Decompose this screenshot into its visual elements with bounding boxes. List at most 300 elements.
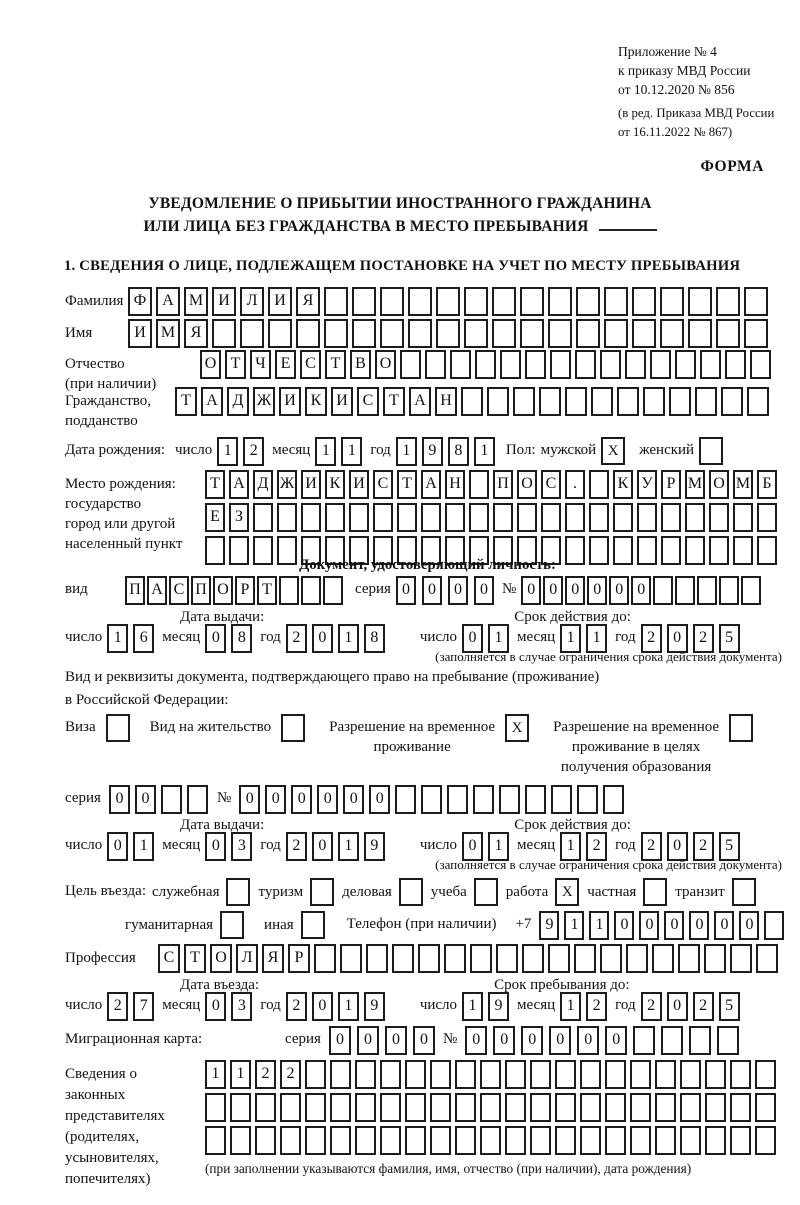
char-cell[interactable]: 0 <box>422 576 442 605</box>
char-cell[interactable] <box>653 576 673 605</box>
char-cell[interactable]: Т <box>257 576 277 605</box>
char-cell[interactable]: Т <box>383 387 405 416</box>
char-cell[interactable]: И <box>279 387 301 416</box>
char-cell[interactable] <box>352 287 376 316</box>
char-cell[interactable]: 0 <box>291 785 312 814</box>
char-cell[interactable] <box>469 503 489 532</box>
char-cell[interactable] <box>730 1060 751 1089</box>
char-cell[interactable]: М <box>184 287 208 316</box>
char-cell[interactable] <box>541 503 561 532</box>
char-cell[interactable] <box>580 1060 601 1089</box>
char-cell[interactable]: 2 <box>255 1060 276 1089</box>
char-cell[interactable] <box>580 1126 601 1155</box>
char-cell[interactable] <box>436 319 460 348</box>
char-cell[interactable] <box>520 319 544 348</box>
char-cell[interactable]: Н <box>435 387 457 416</box>
char-cell[interactable] <box>744 319 768 348</box>
char-cell[interactable]: У <box>637 470 657 499</box>
char-cell[interactable]: 0 <box>107 832 128 861</box>
char-cell[interactable]: 1 <box>217 437 238 466</box>
char-cell[interactable] <box>301 576 321 605</box>
char-cell[interactable]: 0 <box>465 1026 487 1055</box>
char-cell[interactable]: Р <box>288 944 310 973</box>
char-cell[interactable] <box>464 287 488 316</box>
char-cell[interactable] <box>633 1026 655 1055</box>
char-cell[interactable] <box>652 944 674 973</box>
char-cell[interactable]: 1 <box>488 624 509 653</box>
char-cell[interactable] <box>229 536 249 565</box>
char-cell[interactable] <box>705 1126 726 1155</box>
char-cell[interactable]: 1 <box>338 624 359 653</box>
char-cell[interactable] <box>605 1126 626 1155</box>
char-cell[interactable]: 2 <box>586 992 607 1021</box>
purpose-tourism-checkbox[interactable] <box>310 878 334 906</box>
char-cell[interactable] <box>425 350 446 379</box>
char-cell[interactable] <box>430 1126 451 1155</box>
visa-checkbox[interactable] <box>106 714 130 742</box>
char-cell[interactable] <box>330 1126 351 1155</box>
char-cell[interactable] <box>305 1060 326 1089</box>
char-cell[interactable] <box>230 1126 251 1155</box>
char-cell[interactable] <box>330 1060 351 1089</box>
char-cell[interactable]: 0 <box>587 576 607 605</box>
char-cell[interactable]: 2 <box>107 992 128 1021</box>
char-cell[interactable]: 9 <box>539 911 559 940</box>
char-cell[interactable] <box>380 287 404 316</box>
char-cell[interactable]: М <box>733 470 753 499</box>
char-cell[interactable]: С <box>169 576 189 605</box>
char-cell[interactable] <box>421 503 441 532</box>
char-cell[interactable]: Р <box>661 470 681 499</box>
char-cell[interactable]: 0 <box>474 576 494 605</box>
char-cell[interactable]: 2 <box>280 1060 301 1089</box>
char-cell[interactable] <box>655 1093 676 1122</box>
char-cell[interactable]: С <box>300 350 321 379</box>
char-cell[interactable]: Т <box>184 944 206 973</box>
char-cell[interactable] <box>725 350 746 379</box>
char-cell[interactable]: Ж <box>277 470 297 499</box>
char-cell[interactable] <box>520 287 544 316</box>
purpose-work-checkbox[interactable]: X <box>555 878 579 906</box>
char-cell[interactable] <box>575 350 596 379</box>
char-cell[interactable] <box>688 287 712 316</box>
char-cell[interactable]: И <box>268 287 292 316</box>
char-cell[interactable]: Л <box>240 287 264 316</box>
char-cell[interactable] <box>604 319 628 348</box>
char-cell[interactable]: 1 <box>462 992 483 1021</box>
char-cell[interactable]: . <box>565 470 585 499</box>
char-cell[interactable] <box>539 387 561 416</box>
char-cell[interactable]: 0 <box>462 624 483 653</box>
char-cell[interactable] <box>205 1093 226 1122</box>
char-cell[interactable]: И <box>212 287 236 316</box>
char-cell[interactable]: 0 <box>667 624 688 653</box>
char-cell[interactable] <box>430 1093 451 1122</box>
char-cell[interactable]: А <box>409 387 431 416</box>
char-cell[interactable]: С <box>158 944 180 973</box>
char-cell[interactable]: 0 <box>448 576 468 605</box>
char-cell[interactable]: 0 <box>521 1026 543 1055</box>
char-cell[interactable] <box>530 1126 551 1155</box>
char-cell[interactable] <box>661 1026 683 1055</box>
char-cell[interactable]: М <box>156 319 180 348</box>
char-cell[interactable] <box>655 1060 676 1089</box>
char-cell[interactable] <box>392 944 414 973</box>
char-cell[interactable]: 2 <box>641 992 662 1021</box>
char-cell[interactable]: 0 <box>667 832 688 861</box>
char-cell[interactable]: 9 <box>488 992 509 1021</box>
char-cell[interactable]: О <box>200 350 221 379</box>
char-cell[interactable] <box>600 350 621 379</box>
char-cell[interactable]: М <box>685 470 705 499</box>
char-cell[interactable] <box>716 319 740 348</box>
purpose-study-checkbox[interactable] <box>474 878 498 906</box>
char-cell[interactable]: Ж <box>253 387 275 416</box>
char-cell[interactable]: 0 <box>312 832 333 861</box>
char-cell[interactable] <box>421 785 442 814</box>
char-cell[interactable] <box>405 1093 426 1122</box>
char-cell[interactable] <box>493 503 513 532</box>
char-cell[interactable] <box>499 785 520 814</box>
char-cell[interactable] <box>697 576 717 605</box>
char-cell[interactable] <box>513 387 535 416</box>
char-cell[interactable]: Е <box>275 350 296 379</box>
char-cell[interactable] <box>680 1060 701 1089</box>
char-cell[interactable]: 0 <box>385 1026 407 1055</box>
char-cell[interactable] <box>733 536 753 565</box>
char-cell[interactable] <box>522 944 544 973</box>
char-cell[interactable] <box>301 503 321 532</box>
char-cell[interactable]: 0 <box>135 785 156 814</box>
char-cell[interactable]: 0 <box>605 1026 627 1055</box>
char-cell[interactable] <box>637 503 657 532</box>
char-cell[interactable] <box>355 1093 376 1122</box>
char-cell[interactable]: Я <box>296 287 320 316</box>
char-cell[interactable] <box>469 470 489 499</box>
char-cell[interactable] <box>530 1093 551 1122</box>
char-cell[interactable] <box>405 1126 426 1155</box>
char-cell[interactable]: И <box>128 319 152 348</box>
char-cell[interactable]: 8 <box>231 624 252 653</box>
char-cell[interactable] <box>675 350 696 379</box>
char-cell[interactable]: 9 <box>364 992 385 1021</box>
char-cell[interactable] <box>589 503 609 532</box>
char-cell[interactable] <box>475 350 496 379</box>
char-cell[interactable] <box>580 1093 601 1122</box>
char-cell[interactable]: 0 <box>265 785 286 814</box>
char-cell[interactable] <box>764 911 784 940</box>
male-checkbox[interactable]: X <box>601 437 625 465</box>
char-cell[interactable]: 2 <box>641 624 662 653</box>
char-cell[interactable] <box>340 944 362 973</box>
char-cell[interactable]: 0 <box>689 911 709 940</box>
char-cell[interactable] <box>447 785 468 814</box>
char-cell[interactable]: 0 <box>312 624 333 653</box>
char-cell[interactable] <box>589 470 609 499</box>
char-cell[interactable] <box>296 319 320 348</box>
char-cell[interactable] <box>565 536 585 565</box>
char-cell[interactable]: 0 <box>317 785 338 814</box>
char-cell[interactable] <box>555 1093 576 1122</box>
char-cell[interactable] <box>230 1093 251 1122</box>
char-cell[interactable] <box>637 536 657 565</box>
purpose-business-checkbox[interactable] <box>399 878 423 906</box>
char-cell[interactable] <box>253 536 273 565</box>
char-cell[interactable] <box>716 287 740 316</box>
char-cell[interactable]: Ф <box>128 287 152 316</box>
char-cell[interactable] <box>755 1060 776 1089</box>
char-cell[interactable]: А <box>156 287 180 316</box>
char-cell[interactable]: И <box>301 470 321 499</box>
char-cell[interactable]: 9 <box>364 832 385 861</box>
char-cell[interactable]: Д <box>253 470 273 499</box>
char-cell[interactable]: 8 <box>364 624 385 653</box>
char-cell[interactable] <box>517 503 537 532</box>
char-cell[interactable]: 2 <box>693 992 714 1021</box>
char-cell[interactable] <box>450 350 471 379</box>
char-cell[interactable] <box>744 287 768 316</box>
char-cell[interactable] <box>405 1060 426 1089</box>
char-cell[interactable] <box>709 503 729 532</box>
char-cell[interactable]: 0 <box>714 911 734 940</box>
char-cell[interactable]: 0 <box>239 785 260 814</box>
char-cell[interactable]: 0 <box>667 992 688 1021</box>
char-cell[interactable]: 1 <box>560 832 581 861</box>
char-cell[interactable] <box>551 785 572 814</box>
char-cell[interactable] <box>626 944 648 973</box>
char-cell[interactable] <box>205 536 225 565</box>
char-cell[interactable] <box>669 387 691 416</box>
char-cell[interactable] <box>444 944 466 973</box>
char-cell[interactable] <box>695 387 717 416</box>
char-cell[interactable]: 1 <box>396 437 417 466</box>
char-cell[interactable]: Т <box>397 470 417 499</box>
char-cell[interactable]: С <box>357 387 379 416</box>
char-cell[interactable]: И <box>331 387 353 416</box>
char-cell[interactable] <box>600 944 622 973</box>
char-cell[interactable] <box>709 536 729 565</box>
char-cell[interactable]: 1 <box>315 437 336 466</box>
char-cell[interactable] <box>565 503 585 532</box>
char-cell[interactable] <box>161 785 182 814</box>
char-cell[interactable] <box>525 785 546 814</box>
char-cell[interactable]: 6 <box>133 624 154 653</box>
char-cell[interactable] <box>576 319 600 348</box>
char-cell[interactable]: 1 <box>107 624 128 653</box>
char-cell[interactable]: О <box>213 576 233 605</box>
char-cell[interactable] <box>719 576 739 605</box>
char-cell[interactable] <box>705 1093 726 1122</box>
char-cell[interactable] <box>757 503 777 532</box>
char-cell[interactable] <box>730 944 752 973</box>
char-cell[interactable] <box>480 1126 501 1155</box>
char-cell[interactable] <box>685 503 705 532</box>
char-cell[interactable]: 1 <box>560 992 581 1021</box>
char-cell[interactable]: 0 <box>343 785 364 814</box>
char-cell[interactable] <box>555 1060 576 1089</box>
char-cell[interactable]: 2 <box>586 832 607 861</box>
char-cell[interactable] <box>436 287 460 316</box>
char-cell[interactable] <box>395 785 416 814</box>
char-cell[interactable]: 5 <box>719 832 740 861</box>
char-cell[interactable] <box>373 503 393 532</box>
char-cell[interactable]: С <box>373 470 393 499</box>
char-cell[interactable]: 2 <box>286 624 307 653</box>
char-cell[interactable]: А <box>229 470 249 499</box>
char-cell[interactable]: 0 <box>664 911 684 940</box>
char-cell[interactable] <box>548 319 572 348</box>
char-cell[interactable] <box>280 1093 301 1122</box>
char-cell[interactable] <box>688 319 712 348</box>
char-cell[interactable]: К <box>305 387 327 416</box>
char-cell[interactable] <box>747 387 769 416</box>
char-cell[interactable]: 0 <box>329 1026 351 1055</box>
char-cell[interactable] <box>630 1126 651 1155</box>
char-cell[interactable]: 0 <box>109 785 130 814</box>
char-cell[interactable] <box>630 1093 651 1122</box>
char-cell[interactable] <box>480 1093 501 1122</box>
char-cell[interactable] <box>730 1093 751 1122</box>
char-cell[interactable] <box>730 1126 751 1155</box>
char-cell[interactable]: Т <box>175 387 197 416</box>
char-cell[interactable] <box>721 387 743 416</box>
char-cell[interactable]: В <box>350 350 371 379</box>
char-cell[interactable]: А <box>147 576 167 605</box>
char-cell[interactable] <box>445 503 465 532</box>
char-cell[interactable]: Т <box>225 350 246 379</box>
char-cell[interactable] <box>277 536 297 565</box>
char-cell[interactable]: 0 <box>639 911 659 940</box>
char-cell[interactable] <box>613 536 633 565</box>
char-cell[interactable]: К <box>613 470 633 499</box>
char-cell[interactable]: Ч <box>250 350 271 379</box>
char-cell[interactable] <box>380 319 404 348</box>
char-cell[interactable]: 1 <box>586 624 607 653</box>
char-cell[interactable]: 1 <box>589 911 609 940</box>
char-cell[interactable] <box>305 1093 326 1122</box>
char-cell[interactable] <box>366 944 388 973</box>
char-cell[interactable]: 0 <box>205 832 226 861</box>
char-cell[interactable] <box>678 944 700 973</box>
char-cell[interactable] <box>461 387 483 416</box>
char-cell[interactable] <box>492 287 516 316</box>
purpose-official-checkbox[interactable] <box>226 878 250 906</box>
char-cell[interactable] <box>314 944 336 973</box>
char-cell[interactable] <box>680 1093 701 1122</box>
char-cell[interactable] <box>455 1126 476 1155</box>
char-cell[interactable] <box>632 319 656 348</box>
purpose-other-checkbox[interactable] <box>301 911 325 939</box>
char-cell[interactable]: А <box>201 387 223 416</box>
char-cell[interactable]: 0 <box>614 911 634 940</box>
char-cell[interactable] <box>455 1093 476 1122</box>
char-cell[interactable] <box>530 1060 551 1089</box>
char-cell[interactable] <box>550 350 571 379</box>
char-cell[interactable] <box>418 944 440 973</box>
char-cell[interactable] <box>277 503 297 532</box>
char-cell[interactable] <box>505 1093 526 1122</box>
char-cell[interactable] <box>605 1060 626 1089</box>
char-cell[interactable]: И <box>349 470 369 499</box>
char-cell[interactable] <box>505 1126 526 1155</box>
char-cell[interactable] <box>756 944 778 973</box>
char-cell[interactable]: 1 <box>205 1060 226 1089</box>
char-cell[interactable] <box>496 944 518 973</box>
char-cell[interactable] <box>470 944 492 973</box>
char-cell[interactable] <box>613 503 633 532</box>
char-cell[interactable] <box>205 1126 226 1155</box>
char-cell[interactable] <box>492 319 516 348</box>
char-cell[interactable] <box>650 350 671 379</box>
char-cell[interactable] <box>255 1093 276 1122</box>
char-cell[interactable]: 2 <box>641 832 662 861</box>
char-cell[interactable]: 3 <box>231 832 252 861</box>
char-cell[interactable] <box>685 536 705 565</box>
char-cell[interactable]: 1 <box>564 911 584 940</box>
char-cell[interactable] <box>704 944 726 973</box>
char-cell[interactable] <box>757 536 777 565</box>
char-cell[interactable]: 1 <box>341 437 362 466</box>
char-cell[interactable] <box>400 350 421 379</box>
char-cell[interactable]: П <box>493 470 513 499</box>
residence-permit-checkbox[interactable] <box>281 714 305 742</box>
char-cell[interactable]: 9 <box>422 437 443 466</box>
char-cell[interactable] <box>643 387 665 416</box>
char-cell[interactable]: 2 <box>243 437 264 466</box>
char-cell[interactable]: Т <box>325 350 346 379</box>
char-cell[interactable] <box>349 503 369 532</box>
purpose-private-checkbox[interactable] <box>643 878 667 906</box>
char-cell[interactable]: З <box>229 503 249 532</box>
char-cell[interactable] <box>661 536 681 565</box>
char-cell[interactable] <box>380 1093 401 1122</box>
char-cell[interactable] <box>577 785 598 814</box>
char-cell[interactable] <box>632 287 656 316</box>
char-cell[interactable] <box>565 387 587 416</box>
char-cell[interactable]: К <box>325 470 345 499</box>
char-cell[interactable]: 0 <box>493 1026 515 1055</box>
char-cell[interactable] <box>717 1026 739 1055</box>
char-cell[interactable] <box>408 319 432 348</box>
char-cell[interactable]: 0 <box>205 992 226 1021</box>
char-cell[interactable] <box>660 287 684 316</box>
char-cell[interactable] <box>705 1060 726 1089</box>
char-cell[interactable] <box>630 1060 651 1089</box>
female-checkbox[interactable] <box>699 437 723 465</box>
char-cell[interactable] <box>330 1093 351 1122</box>
char-cell[interactable] <box>741 576 761 605</box>
char-cell[interactable]: 0 <box>357 1026 379 1055</box>
char-cell[interactable]: 0 <box>739 911 759 940</box>
char-cell[interactable]: А <box>421 470 441 499</box>
char-cell[interactable] <box>675 576 695 605</box>
char-cell[interactable] <box>473 785 494 814</box>
char-cell[interactable] <box>603 785 624 814</box>
char-cell[interactable]: О <box>375 350 396 379</box>
char-cell[interactable] <box>548 287 572 316</box>
char-cell[interactable]: 0 <box>312 992 333 1021</box>
char-cell[interactable] <box>380 1060 401 1089</box>
char-cell[interactable]: 5 <box>719 624 740 653</box>
char-cell[interactable] <box>604 287 628 316</box>
char-cell[interactable] <box>355 1060 376 1089</box>
char-cell[interactable] <box>755 1126 776 1155</box>
char-cell[interactable]: О <box>709 470 729 499</box>
char-cell[interactable] <box>605 1093 626 1122</box>
char-cell[interactable] <box>397 503 417 532</box>
char-cell[interactable]: 2 <box>693 624 714 653</box>
char-cell[interactable]: 1 <box>560 624 581 653</box>
